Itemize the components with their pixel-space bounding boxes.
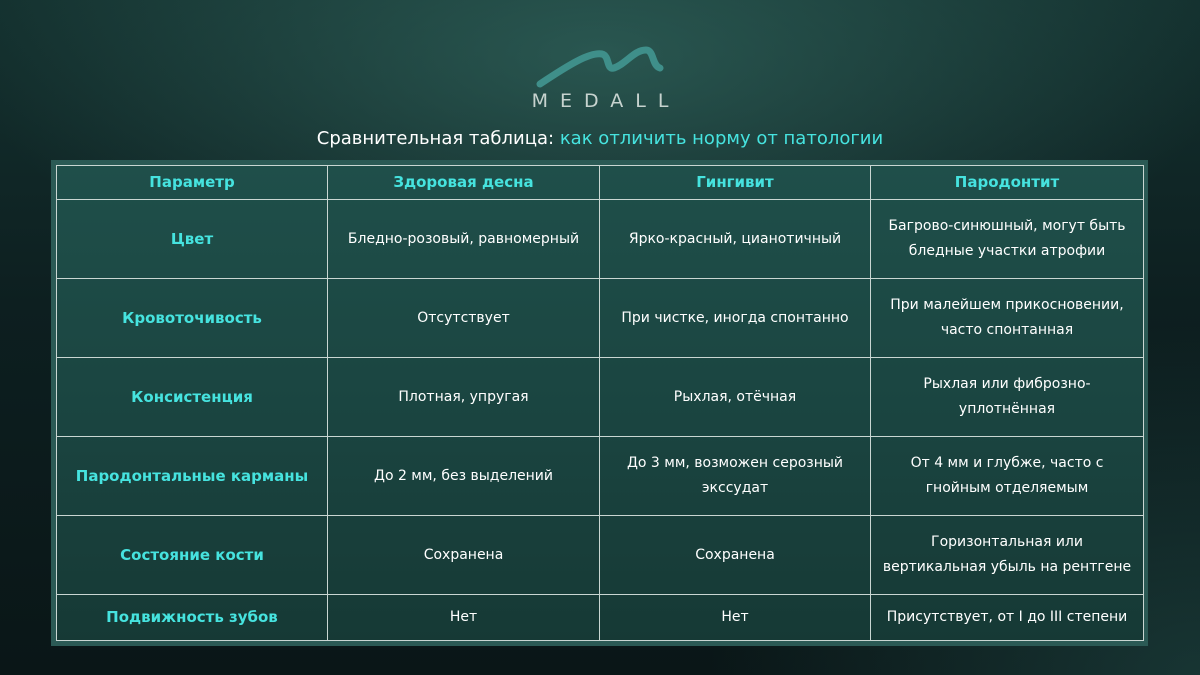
comparison-table-frame xyxy=(51,160,1148,646)
table-cell: Рыхлая, отёчная xyxy=(600,358,871,437)
page-title-prefix: Сравнительная таблица: xyxy=(316,128,555,149)
table-row xyxy=(57,200,1144,279)
brand-name: MEDALL xyxy=(531,90,681,112)
page-title-accent: как отличить норму от патологии xyxy=(559,128,884,149)
table-row xyxy=(57,595,1144,641)
brand-logo xyxy=(0,44,1200,114)
row-parameter: Консистенция xyxy=(57,358,328,437)
table-cell: Ярко-красный, цианотичный xyxy=(600,200,871,279)
table-cell: Плотная, упругая xyxy=(328,358,600,437)
page-title xyxy=(0,128,1200,149)
row-parameter: Пародонтальные карманы xyxy=(57,437,328,516)
table-header-row xyxy=(57,166,1144,200)
row-parameter: Состояние кости xyxy=(57,516,328,595)
column-header: Гингивит xyxy=(600,166,871,200)
row-parameter: Кровоточивость xyxy=(57,279,328,358)
table-row xyxy=(57,358,1144,437)
table-cell: Присутствует, от I до III степени xyxy=(871,595,1144,641)
comparison-table xyxy=(56,165,1144,641)
table-cell: Нет xyxy=(600,595,871,641)
table-cell: Горизонтальная или вертикальная убыль на рентгене xyxy=(871,516,1144,595)
table-cell: До 3 мм, возможен серозный экссудат xyxy=(600,437,871,516)
table-cell: Нет xyxy=(328,595,600,641)
table-cell: Сохранена xyxy=(328,516,600,595)
row-parameter: Цвет xyxy=(57,200,328,279)
column-header: Пародонтит xyxy=(871,166,1144,200)
medall-wave-icon xyxy=(530,44,670,88)
table-cell: Отсутствует xyxy=(328,279,600,358)
table-cell: Багрово-синюшный, могут быть бледные участки атрофии xyxy=(871,200,1144,279)
table-row xyxy=(57,516,1144,595)
table-cell: Сохранена xyxy=(600,516,871,595)
table-cell: До 2 мм, без выделений xyxy=(328,437,600,516)
table-row xyxy=(57,437,1144,516)
table-cell: Бледно-розовый, равномерный xyxy=(328,200,600,279)
table-cell: При чистке, иногда спонтанно xyxy=(600,279,871,358)
table-row xyxy=(57,279,1144,358)
table-cell: От 4 мм и глубже, часто с гнойным отделяемым xyxy=(871,437,1144,516)
column-header: Параметр xyxy=(57,166,328,200)
column-header: Здоровая десна xyxy=(328,166,600,200)
table-cell: Рыхлая или фиброзно-уплотнённая xyxy=(871,358,1144,437)
table-cell: При малейшем прикосновении, часто спонтанная xyxy=(871,279,1144,358)
row-parameter: Подвижность зубов xyxy=(57,595,328,641)
